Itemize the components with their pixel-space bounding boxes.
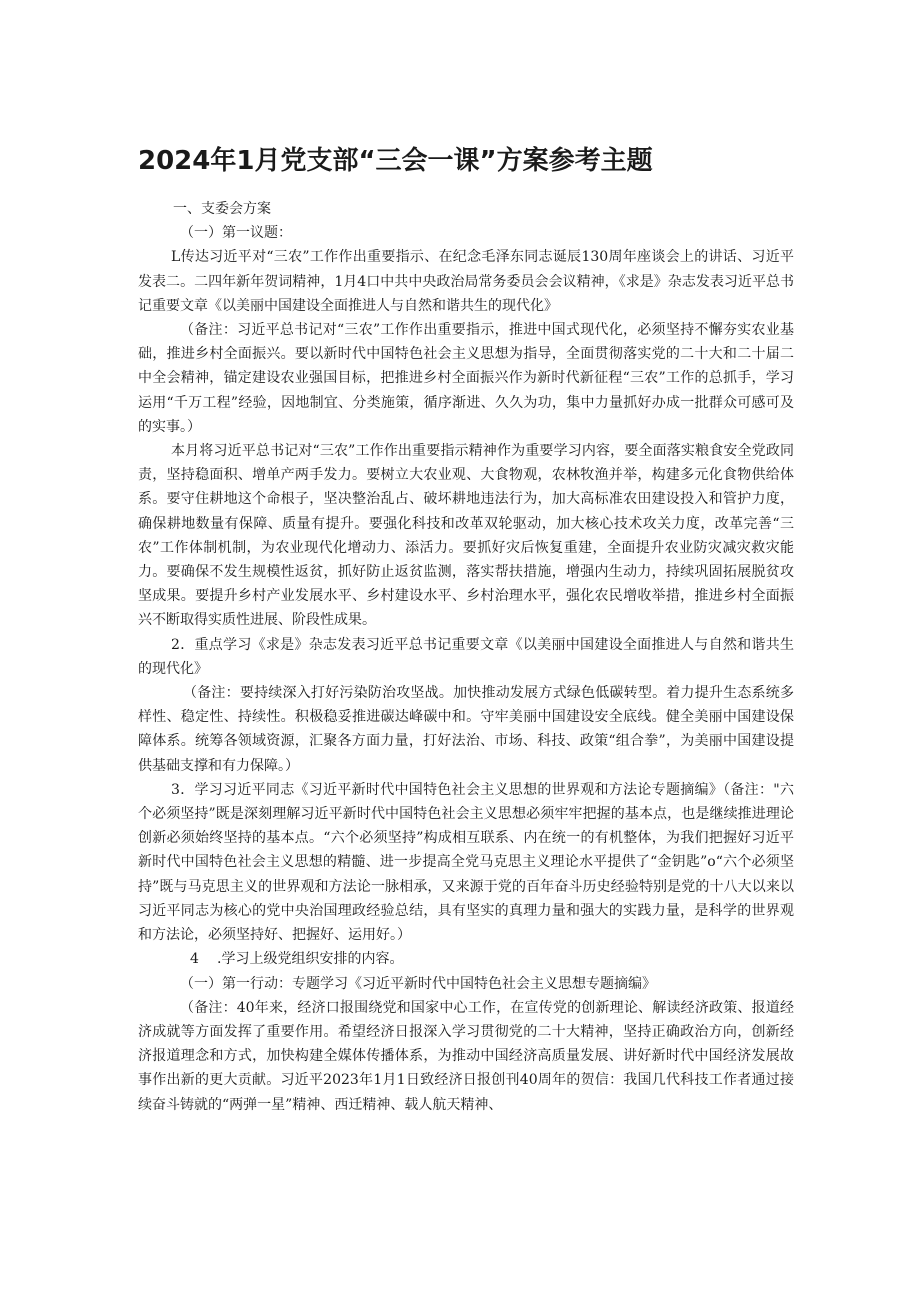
- item-1-note: （备注：习近平总书记对“三农”工作作出重要指示，推进中国式现代化，必须坚持不懈夯实农业基础，推进乡村全面振兴。要以新时代中国特色社会主义思想为指导，全面贯彻落实党的二十大和二十届二中全会精神，锚定建设农业强国目标，把推进乡村全面振兴作为新时代新征程“三农”工作的总抓手，学习运用“千万工程”经验，因地制宜、分类施策，循序渐进、久久为功，集中力量抓好办成一批群众可感可及的实事。）: [138, 322, 794, 435]
- agenda-heading: （一）第一议题：: [180, 225, 292, 242]
- document-body: [138, 197, 794, 1117]
- item-4: [138, 947, 794, 971]
- action-heading: （一）第一行动：专题学习《习近平新时代中国特色社会主义思想专题摘编》: [180, 975, 656, 992]
- section-heading: 一、支委会方案: [173, 201, 271, 217]
- document-title: 2024年1月党支部“三会一课”方案参考主题: [138, 146, 653, 176]
- item-3-text: 3．学习习近平同志《习近平新时代中国特色社会主义思想的世界观和方法论专题摘编》（备注："六个必须坚持”既是深刻理解习近平新时代中国特色社会主义思想必须牢牢把握的基本点，也是继续推进理论创新必须始终坚持的基本点。“六个必须坚持”构成相互联系、内在统一的有机整体，为我们把握好习近平新时代中国特色社会主义思想的精髓、进一步提高全党马克思主义理论水平提供了“金钥匙”o“六个必须坚持”既与马克思主义的世界观和方法论一脉相承，又来源于党的百年奋斗历史经验特别是党的十八大以来以习近平同志为核心的党中央治国理政经验总结，具有坚实的真理力量和强大的实践力量，是科学的世界观和方法论，必须坚持好、把握好、运用好。）: [138, 781, 794, 944]
- item-1-text: L传达习近平对“三农”工作作出重要指示、在纪念毛泽东同志诞辰130周年座谈会上的讲话、习近平发表二。二四年新年贺词精神，1月4口中共中央政治局常务委员会会议精神，《求是》杂志发表习近平总书记重要文章《以美丽中国建设全面推进人与自然和谐共生的现代化》: [138, 249, 794, 314]
- item-4-text: .学习上级党组织安排的内容。: [217, 951, 404, 968]
- item-2-text: 2．重点学习《求是》杂志发表习近平总书记重要文章《以美丽中国建设全面推进人与自然和谐共生的现代化》: [138, 636, 794, 677]
- action-note: （备注：40年来，经济口报围绕党和国家中心工作，在宣传党的创新理论、解读经济政策、报道经济成就等方面发挥了重要作用。希望经济日报深入学习贯彻党的二十大精神，坚持正确政治方向，创新经济报道理念和方式，加快构建全媒体传播体系，为推动中国经济高质量发展、讲好新时代中国经济发展故事作出新的更大贡献。习近平2023年1月1日致经济日报创刊40周年的贺信：我国几代科技工作者通过接续奋斗铸就的“两弹一星”精神、西迁精神、载人航天精神、: [138, 999, 794, 1113]
- item-1-paragraph: 本月将习近平总书记对“三农”工作作出重要指示精神作为重要学习内容，要全面落实粮食安全党政同责，坚持稳面积、增单产两手发力。要树立大农业观、大食物观，农林牧渔并举，构建多元化食物供给体系。要守住耕地这个命根子，坚决整治乱占、破坏耕地违法行为，加大高标准农田建设投入和管护力度，确保耕地数量有保障、质量有提升。要强化科技和改革双轮驱动，加大核心技术攻关力度，改革完善“三农”工作体制机制，为农业现代化增动力、添活力。要抓好灾后恢复重建，全面提升农业防灾减灾救灾能力。要确保不发生规模性返贫，抓好防止返贫监测，落实帮扶措施，增强内生动力，持续巩固拓展脱贫攻坚成果。要提升乡村产业发展水平、乡村建设水平、乡村治理水平，强化农民增收举措，推进乡村全面振兴不断取得实质性进展、阶段性成果。: [138, 443, 794, 629]
- item-4-number: 4: [190, 951, 199, 968]
- item-2-note: （备注：要持续深入打好污染防治攻坚战。加快推动发展方式绿色低碳转型。着力提升生态系统多样性、稳定性、持续性。积极稳妥推进碳达峰碳中和。守牢美丽中国建设安全底线。健全美丽中国建设保障体系。统筹各领域资源，汇聚各方面力量，打好法治、市场、科技、政策“组合拳”，为美丽中国建设提供基础支撑和有力保障。）: [138, 685, 794, 774]
